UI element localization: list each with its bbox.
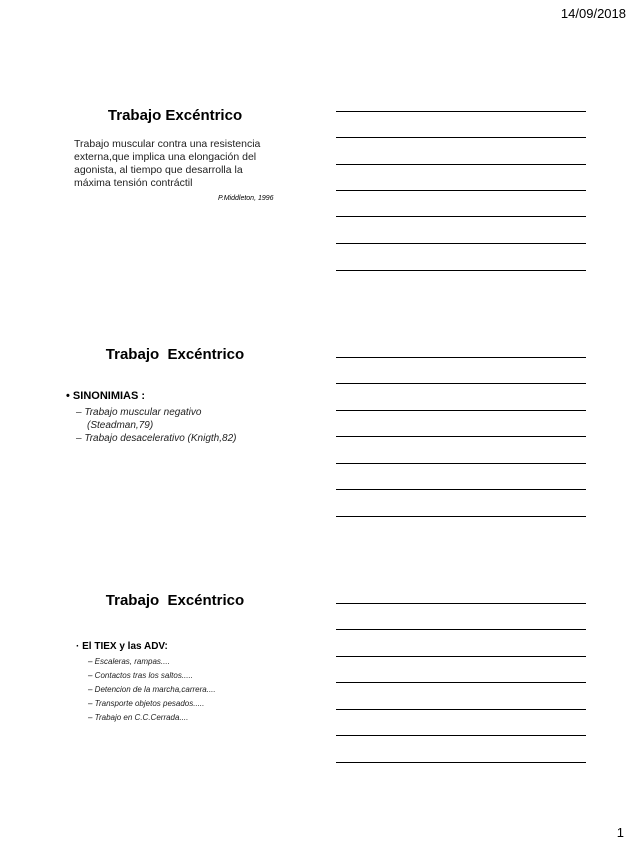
list-item: – Trabajo en C.C.Cerrada....: [88, 713, 189, 722]
list-item: – Escaleras, rampas....: [88, 657, 170, 666]
note-line: [336, 489, 586, 490]
note-line: [336, 603, 586, 604]
slide-title: Trabajo Excéntrico: [107, 107, 243, 124]
body-line: externa,que implica una elongación del: [74, 151, 257, 163]
note-line: [336, 137, 586, 138]
note-line: [336, 383, 586, 384]
body-line: agonista, al tiempo que desarrolla la: [74, 164, 243, 176]
note-line: [336, 629, 586, 630]
bullet-text: SINONIMIAS :: [72, 390, 146, 402]
sub-list: [76, 406, 236, 445]
slide-title: Trabajo Excéntrico: [105, 592, 245, 609]
note-line: [336, 709, 586, 710]
note-line: [336, 735, 586, 736]
note-line: [336, 463, 586, 464]
list-item: – Contactos tras los saltos.....: [88, 671, 193, 680]
bullet-text: El TIEX y las ADV:: [82, 641, 168, 652]
note-line: [336, 656, 586, 657]
note-line: [336, 190, 586, 191]
note-line: [336, 111, 586, 112]
note-line: [336, 436, 586, 437]
note-line: [336, 164, 586, 165]
body-line: Trabajo muscular contra una resistencia: [74, 138, 261, 150]
note-line: [336, 516, 586, 517]
note-line: [336, 762, 586, 763]
note-line: [336, 243, 586, 244]
bullet: · El TIEX y las ADV:: [76, 641, 168, 652]
slide-body: [74, 138, 260, 190]
note-line: [336, 216, 586, 217]
body-line: máxima tensión contráctil: [74, 177, 193, 189]
sub-list: [88, 655, 216, 725]
citation: P.Middleton, 1996: [218, 195, 274, 202]
list-item-cont: (Steadman,79): [87, 420, 154, 431]
print-date: 14/09/2018: [560, 6, 626, 21]
page-number: 1: [616, 825, 624, 840]
list-item: – Trabajo desacelerativo (Knigth,82): [76, 433, 237, 444]
list-item: – Trabajo muscular negativo: [76, 407, 202, 418]
slide-title: Trabajo Excéntrico: [105, 346, 245, 363]
note-line: [336, 357, 586, 358]
bullet: • SINONIMIAS :: [66, 390, 146, 402]
note-line: [336, 410, 586, 411]
list-item: – Transporte objetos pesados.....: [88, 699, 205, 708]
note-line: [336, 682, 586, 683]
note-line: [336, 270, 586, 271]
list-item: – Detencion de la marcha,carrera....: [88, 685, 216, 694]
